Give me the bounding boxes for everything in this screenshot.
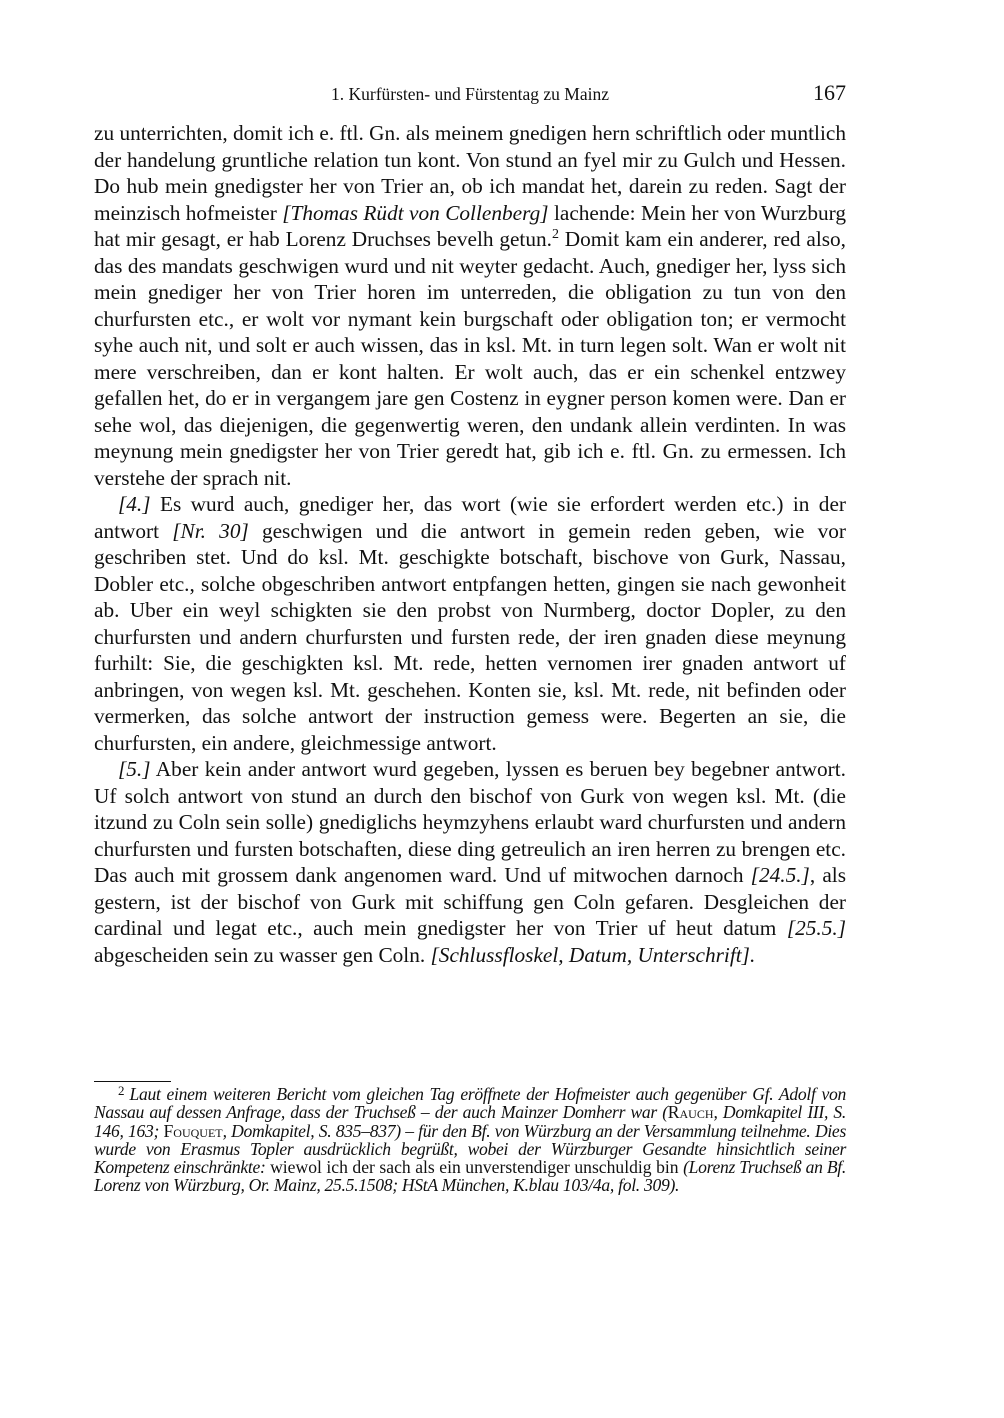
- editorial-insert: [24.5.]: [750, 863, 810, 887]
- footnote-citation: (Lorenz Truchseß an Bf. Lorenz von Würzburg, Or. Mainz, 25.5.1508; HStA München, K.blau 103/4a, fol. 309).: [94, 1157, 846, 1196]
- text-run: zu unterrichten, domit ich e. ftl. Gn. als meinem gnedigen hern schriftlich oder muntlich der handelung gruntliche relation tun kont. Von stund an fyel mir zu Gulch und Hessen. Do hub mein gnedigster her von Trier an, ob ich mandat het, darein zu reden. Sagt der meinzisch hofmeister: [94, 121, 846, 225]
- author-name: Fouquet: [163, 1120, 223, 1141]
- footnote-number: 2: [118, 1083, 125, 1098]
- editorial-insert: [25.5.]: [786, 916, 846, 940]
- main-text: [94, 120, 846, 968]
- footnote-text: , Domkapitel III, S. 146, 163;: [94, 1102, 846, 1141]
- section-marker: [5.]: [118, 757, 151, 781]
- paragraph-3: [94, 756, 846, 968]
- footnote-divider: [94, 1081, 171, 1082]
- footnote-text: , Domkapitel, S. 835–837) – für den Bf. von Würzburg an der Versammlung teilnehme. Dies wurde von Erasmus Topler ausdrücklich begrüßt, wobei der Würzburger Gesandte hinsichtlich seiner Kompetenz einschränkte:: [94, 1120, 846, 1178]
- footnote-reference[interactable]: 2: [551, 227, 559, 242]
- author-name: Rauch: [667, 1102, 714, 1123]
- footnote-text: Laut einem weiteren Bericht vom gleichen Tag eröffnete der Hofmeister auch gegenüber Gf. Adolf von Nassau auf dessen Anfrage, dass der Truchseß – der auch Mainzer Domherr war (: [94, 1084, 846, 1123]
- text-run: geschwigen und die antwort in gemein reden geben, wie vor geschriben stet. Und do ksl. Mt. geschigkte botschaft, bischove von Gurk, Nassau, Dobler etc., solche obgeschriben antwort entpfangen hetten, gingen sie nach gewonheit ab. Uber ein weyl schigkten sie den probst von Nurmberg, doctor Dopler, zu den churfursten und andern churfursten und fursten rede, der iren gnaden diese meynung furhilt: Sie, die geschigkten ksl. Mt. rede, hetten vernomen irer gnaden antwort uf anbringen, von wegen ksl. Mt. geschehen. Konten sie, ksl. Mt. rede, nit befinden oder vermerken, das solche antwort der instruction gemess were. Begerten an sie, die churfursten, ein andere, gleichmessige antwort.: [94, 518, 847, 755]
- footnotes: [94, 1085, 846, 1195]
- page-number: 167: [813, 80, 846, 105]
- text-run: Domit kam ein anderer, red also, das des mandats geschwigen wurd und nit weyter gedacht. Auch, gnediger her, lyss sich mein gnediger her von Trier horen im unterreden, die obligation zu tun von den churfursten etc., er wolt vor nymant kein burgschaft oder obligation ton; er vermocht syhe auch nit, und solt er auch wissen, das in ksl. Mt. in turn legen solt. Wan er wolt nit mere verschreiben, dan er kont halten. Er wolt auch, das er ein schenkel entzwey gefallen het, do er in vergangem jare gen Costenz in eygner person komen were. Dan er sehe wol, das diejenigen, die gegenwertig weren, den undank allein verdinten. In was meynung mein gnedigster her von Trier geredt hat, gib ich e. ftl. Gn. zu ermessen. Ich verstehe der sprach nit.: [94, 227, 846, 490]
- paragraph-2: [94, 491, 846, 756]
- paragraph-1: [94, 120, 846, 491]
- text-run: Es wurd auch, gnediger her, das wort (wie sie erfordert werden etc.) in der antwort: [94, 492, 846, 543]
- text-run: , als gestern, ist der bischof von Gurk mit schiffung gen Coln gefaren. Desgleichen der cardinal und legat etc., auch mein gnedigster her von Trier uf heut datum: [94, 863, 846, 940]
- section-marker: [4.]: [118, 492, 151, 516]
- running-head: [94, 80, 846, 106]
- editorial-insert: [Nr. 30]: [172, 518, 249, 543]
- text-run: Aber kein ander antwort wurd gegeben, lyssen es beruen bey begebner antwort. Uf solch antwort von stund an durch den bischof von Gurk von wegen ksl. Mt. (die itzund zu Coln sein solle) gnediglichs heymzyhens erlaubt ward churfursten und andern churfursten und fursten botschaften, diese ding getreulich an iren herren zu brengen etc. Das auch mit grossem dank angenomen ward. Und uf mitwochen darnoch: [94, 757, 846, 887]
- text-run: abgescheiden sein zu wasser gen Coln.: [94, 942, 431, 967]
- editorial-insert: [Schlussfloskel, Datum, Unterschrift].: [430, 942, 756, 967]
- running-title: 1. Kurfürsten- und Fürstentag zu Mainz: [331, 84, 609, 104]
- text-run: lachende: Mein her von Wurzburg hat mir gesagt, er hab Lorenz Druchses bevelh getun.: [94, 200, 846, 251]
- footnote-2: [94, 1085, 846, 1195]
- source-quote: wiewol ich der sach als ein unverstendiger unschuldig bin: [265, 1157, 684, 1178]
- editorial-insert: [Thomas Rüdt von Collenberg]: [282, 200, 549, 225]
